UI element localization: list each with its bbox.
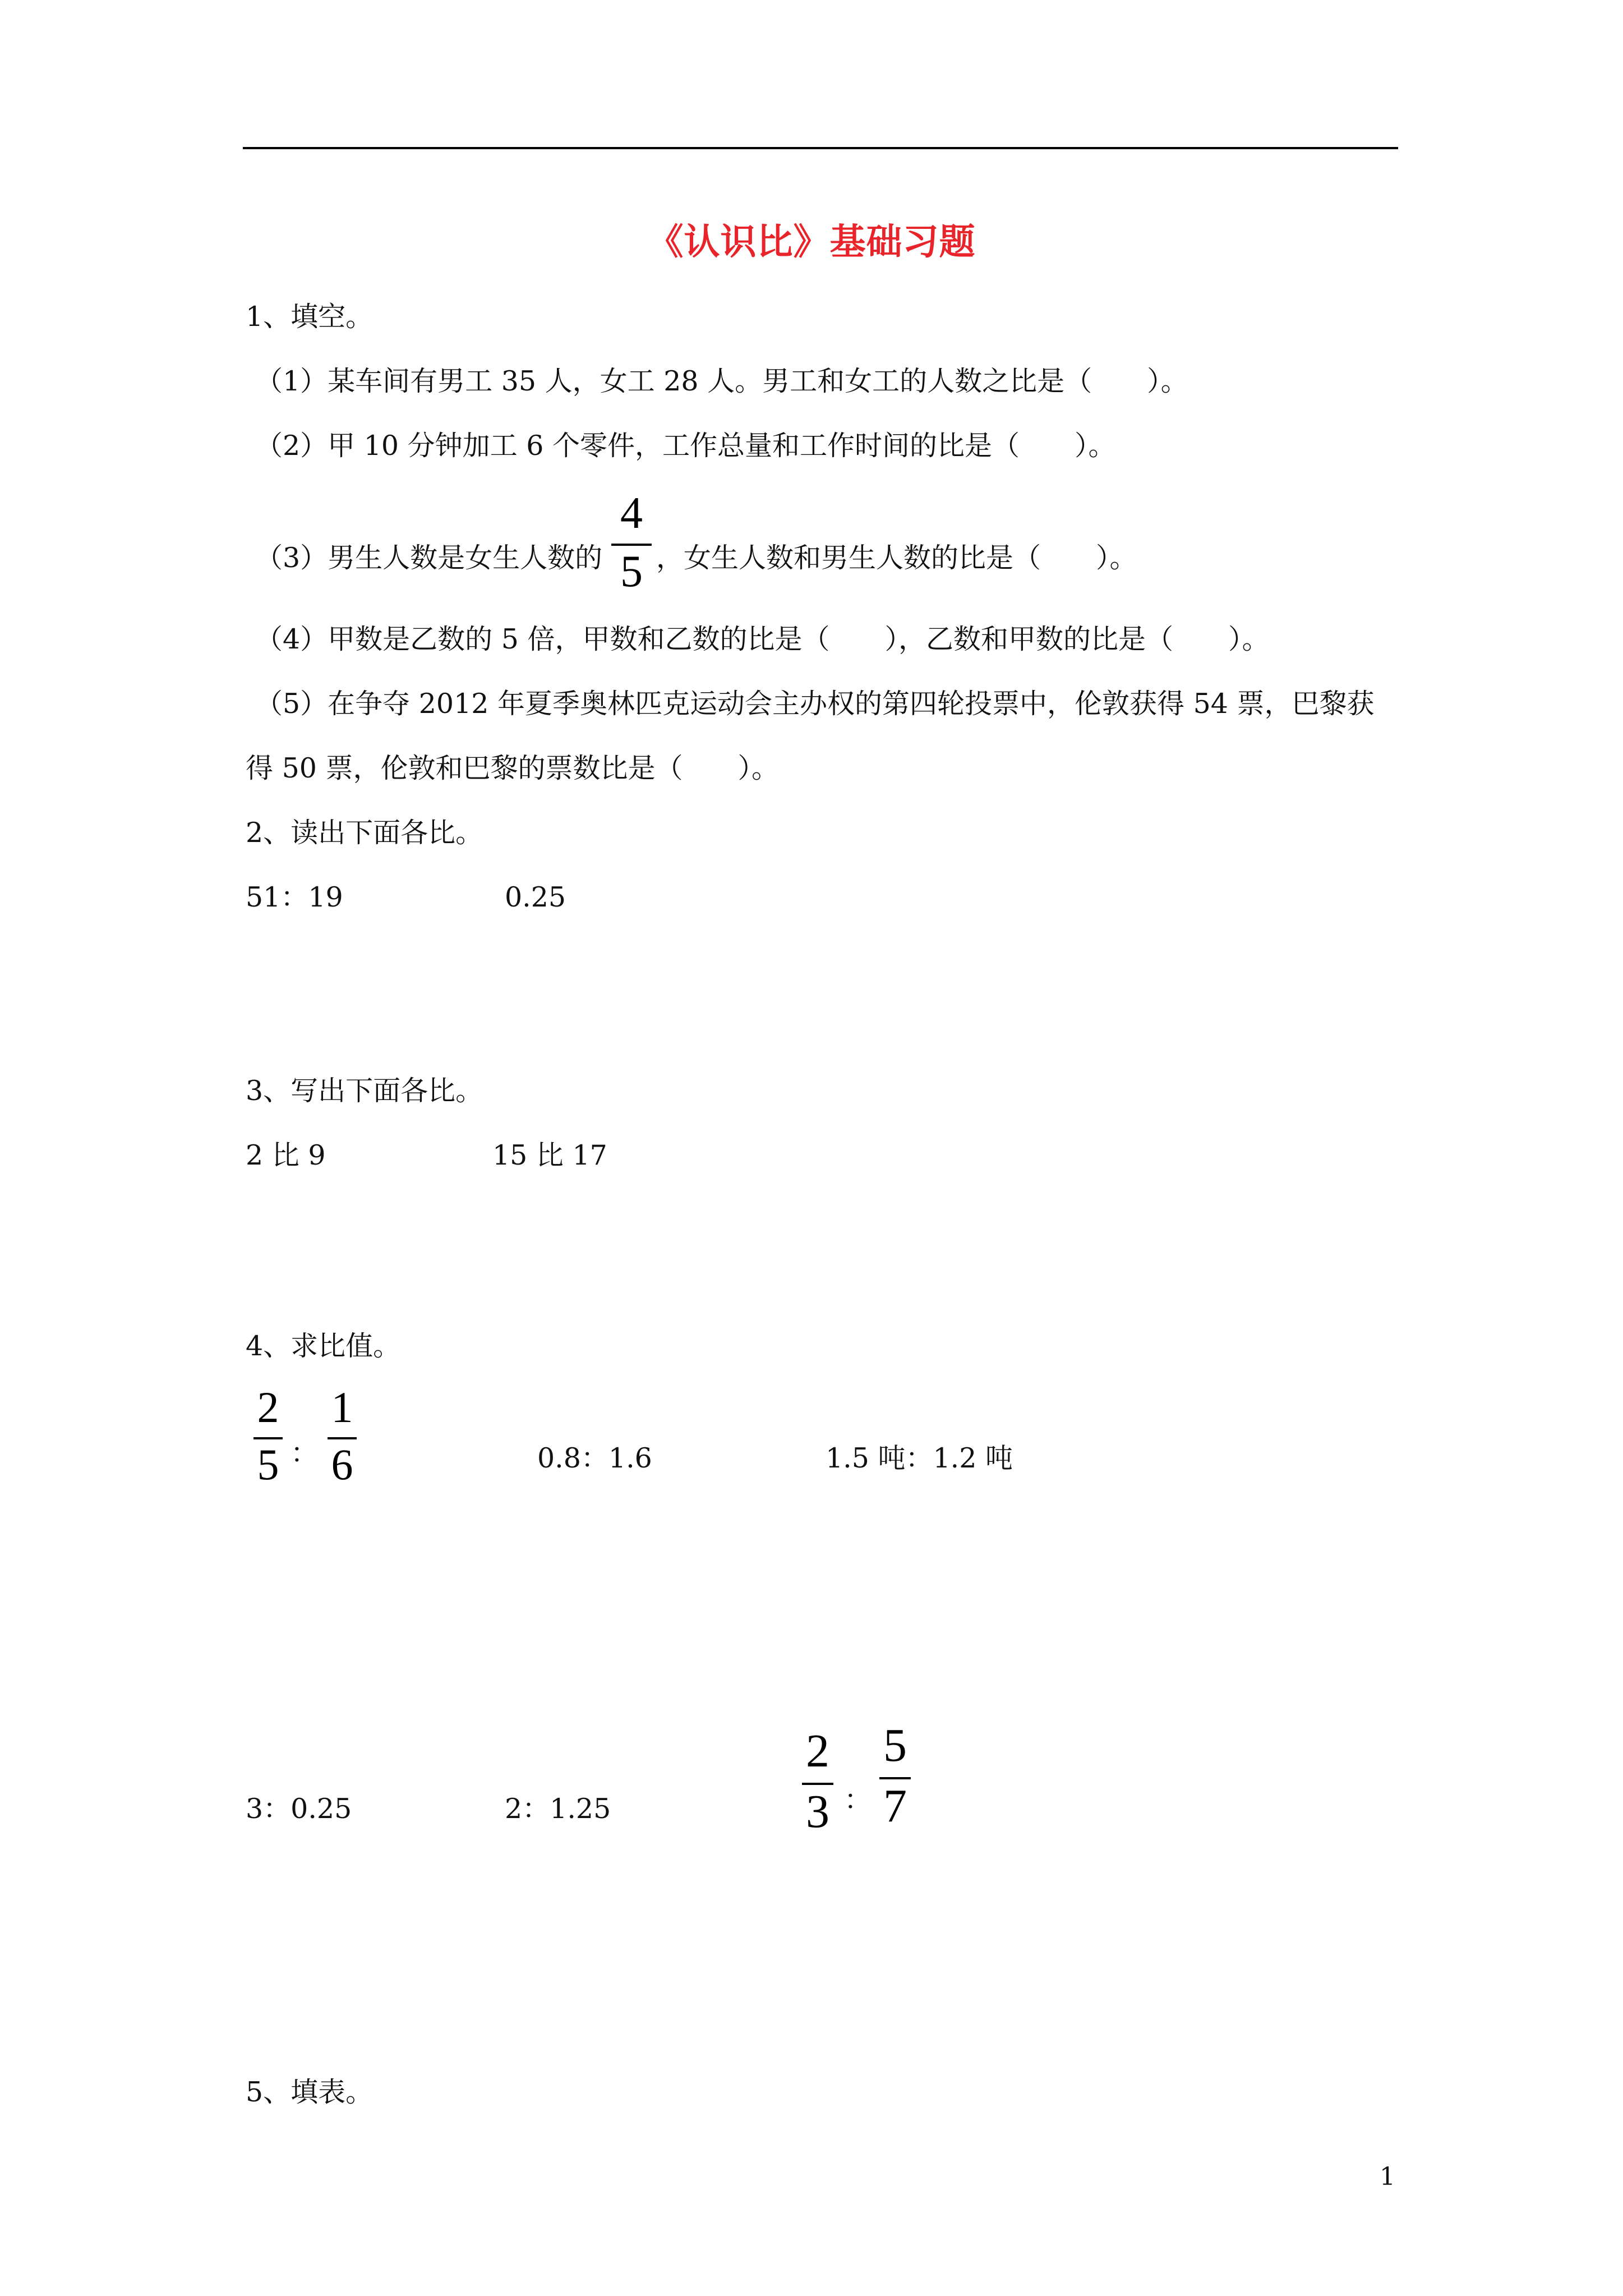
fraction-numerator: 4: [620, 489, 643, 538]
page-title: 《认识比》基础习题: [647, 221, 976, 263]
fraction-denominator: 5: [620, 547, 643, 596]
fraction-bar: [879, 1777, 911, 1779]
page-number: 1: [1380, 2162, 1395, 2191]
q4-item-5: 2：1.25: [505, 1793, 611, 1825]
fraction-numerator: 2: [806, 1725, 829, 1777]
header-rule: [243, 147, 1398, 149]
fraction-bar: [611, 544, 652, 546]
fraction-numerator: 2: [257, 1383, 279, 1432]
q4-item-3: 1.5 吨：1.2 吨: [826, 1442, 1013, 1474]
fraction-denominator: 7: [883, 1780, 907, 1832]
q2-heading: 2、读出下面各比。: [246, 817, 483, 849]
ratio-colon: ：: [291, 1437, 319, 1469]
fraction-denominator: 6: [331, 1440, 353, 1489]
q1-item-3-suffix: ，女生人数和男生人数的比是（ ）。: [656, 542, 1137, 574]
q4-fraction-c: [802, 1725, 833, 1840]
q1-item-5-line-2: 得 50 票，伦敦和巴黎的票数比是（ ）。: [246, 752, 780, 784]
q1-heading: 1、填空。: [246, 301, 374, 333]
q4-heading: 4、求比值。: [246, 1330, 401, 1362]
q4-fraction-a: [253, 1383, 283, 1492]
q1-item-2: （2）甲 10 分钟加工 6 个零件，工作总量和工作时间的比是（ ）。: [255, 430, 1116, 462]
q4-item-2: 0.8：1.6: [537, 1442, 652, 1474]
q4-item-4: 3：0.25: [246, 1793, 352, 1825]
q4-fraction-b: [328, 1383, 357, 1492]
fraction-bar: [253, 1437, 283, 1439]
q1-item-4: （4）甲数是乙数的 5 倍，甲数和乙数的比是（ ），乙数和甲数的比是（ ）。: [255, 623, 1270, 655]
fraction-numerator: 5: [883, 1719, 907, 1772]
fraction-bar: [802, 1783, 833, 1785]
q2-item-2: 0.25: [505, 881, 566, 913]
q2-item-1: 51：19: [246, 881, 343, 913]
fraction-numerator: 1: [331, 1383, 353, 1432]
fraction-denominator: 5: [257, 1440, 279, 1489]
q1-item-1: （1）某车间有男工 35 人，女工 28 人。男工和女工的人数之比是（ ）。: [255, 365, 1188, 397]
fraction-denominator: 3: [806, 1786, 829, 1838]
q1-item-3-prefix: （3）男生人数是女生人数的: [255, 542, 603, 574]
q3-item-1: 2 比 9: [246, 1139, 326, 1171]
q4-fraction-d: [879, 1719, 911, 1834]
q5-heading: 5、填表。: [246, 2076, 374, 2108]
ratio-colon: ：: [844, 1784, 872, 1816]
q3-heading: 3、写出下面各比。: [246, 1075, 483, 1107]
q3-item-2: 15 比 17: [492, 1139, 607, 1171]
q1-item-5-line-1: （5）在争夺 2012 年夏季奥林匹克运动会主办权的第四轮投票中，伦敦获得 54 票，巴黎获: [255, 688, 1375, 720]
fraction-bar: [328, 1437, 357, 1439]
q1-item-3-fraction: [611, 491, 652, 597]
